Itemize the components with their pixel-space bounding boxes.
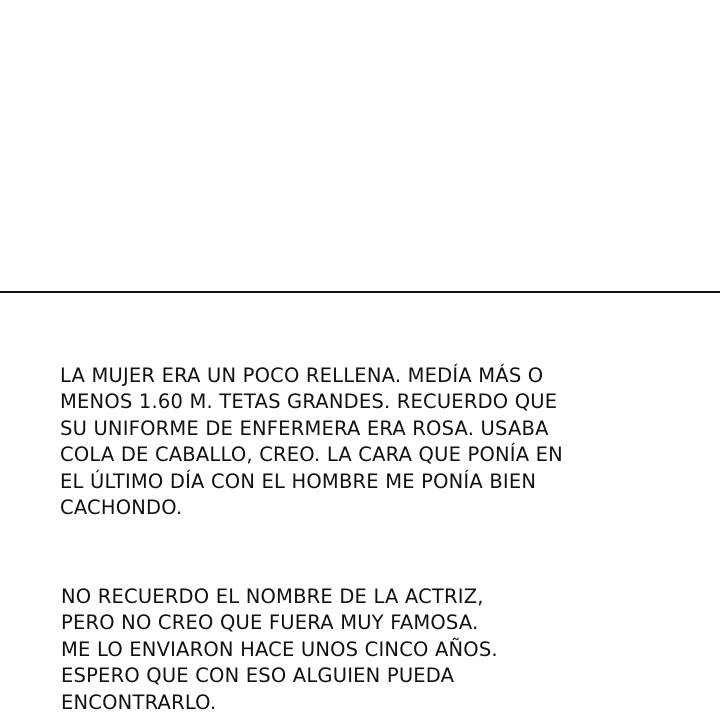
caption-line: PERO NO CREO QUE FUERA MUY FAMOSA. bbox=[61, 611, 479, 635]
caption-line: COLA DE CABALLO, CREO. LA CARA QUE PONÍA EN bbox=[60, 443, 563, 467]
caption-line: ESPERO QUE CON ESO ALGUIEN PUEDA bbox=[61, 664, 455, 688]
blank-panel-area bbox=[0, 0, 720, 291]
caption-line: SU UNIFORME DE ENFERMERA ERA ROSA. USABA bbox=[60, 416, 549, 440]
caption-block-request bbox=[61, 584, 498, 716]
caption-line: MENOS 1.60 M. TETAS GRANDES. RECUERDO QUE bbox=[60, 390, 558, 414]
caption-line: NO RECUERDO EL NOMBRE DE LA ACTRIZ, bbox=[61, 585, 484, 608]
caption-line: CACHONDO. bbox=[60, 496, 183, 520]
panel-divider-line bbox=[0, 291, 720, 293]
caption-line: LA MUJER ERA UN POCO RELLENA. MEDÍA MÁS O bbox=[60, 364, 544, 387]
caption-line: ENCONTRARLO. bbox=[61, 690, 217, 714]
caption-line: ME LO ENVIARON HACE UNOS CINCO AÑOS. bbox=[61, 637, 498, 661]
caption-line: EL ÚLTIMO DÍA CON EL HOMBRE ME PONÍA BIEN bbox=[60, 469, 537, 493]
caption-block-description bbox=[60, 363, 563, 521]
